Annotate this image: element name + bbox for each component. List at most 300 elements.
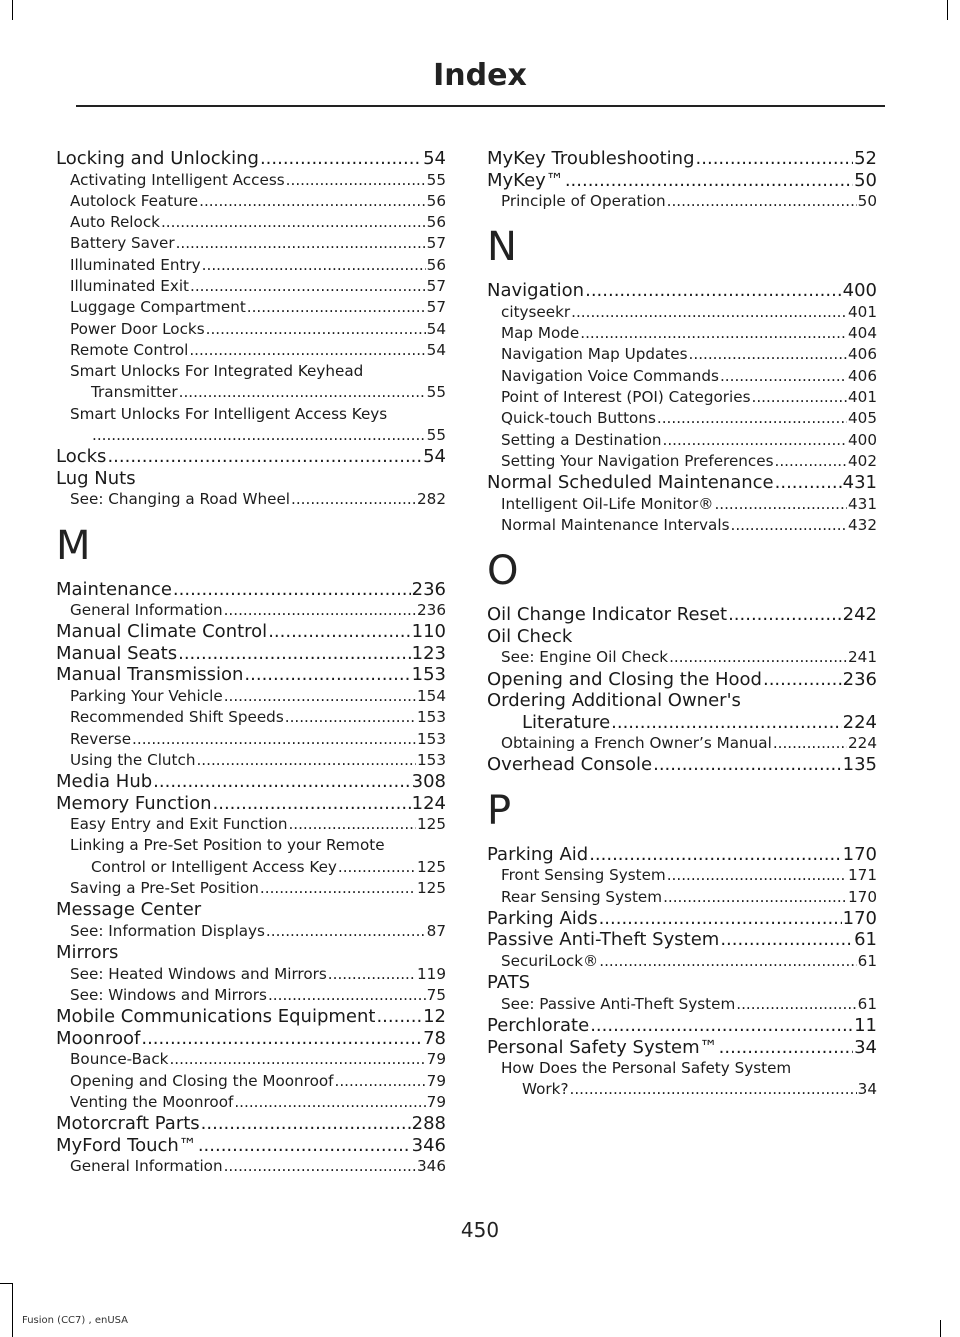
index-entry[interactable]	[487, 1037, 877, 1059]
entry-page-number[interactable]: 79	[426, 1071, 446, 1090]
entry-label: See: Changing a Road Wheel	[70, 490, 291, 509]
entry-label: Luggage Compartment	[70, 298, 246, 317]
index-entry[interactable]	[487, 908, 877, 930]
dot-leader	[141, 1028, 422, 1050]
entry-page-number[interactable]: 170	[848, 887, 877, 906]
entry-label: SecuriLock®	[501, 951, 599, 970]
dot-leader	[260, 148, 422, 170]
entry-label: Manual Climate Control	[56, 621, 268, 643]
entry-page-number[interactable]: 79	[426, 1092, 446, 1111]
index-entry[interactable]	[56, 446, 446, 468]
dot-leader	[189, 340, 425, 361]
entry-page-number[interactable]: 431	[842, 472, 877, 494]
entry-label: Literature	[522, 711, 611, 733]
dot-leader	[775, 472, 842, 494]
dot-leader	[178, 643, 411, 665]
dot-leader	[201, 1113, 411, 1135]
index-subentry[interactable]	[56, 191, 446, 212]
section-letter: M	[56, 522, 91, 569]
entry-label: General Information	[70, 601, 223, 620]
index-subentry[interactable]	[487, 887, 877, 908]
index-subentry[interactable]	[56, 1071, 446, 1092]
entry-label: cityseekr	[501, 302, 571, 321]
entry-page-number[interactable]: 56	[426, 213, 446, 232]
entry-label: Motorcraft Parts	[56, 1113, 200, 1135]
dot-leader	[213, 793, 411, 815]
entry-label: Setting a Destination	[501, 430, 662, 449]
index-subentry[interactable]	[56, 255, 446, 276]
entry-page-number[interactable]: 50	[857, 192, 877, 210]
index-subentry-continued[interactable]	[56, 857, 446, 878]
dot-leader	[286, 170, 426, 191]
dot-leader	[198, 1135, 411, 1157]
index-entry[interactable]	[487, 148, 877, 170]
entry-page-number[interactable]: 224	[842, 711, 877, 733]
entry-page-number[interactable]: 119	[417, 964, 446, 983]
entry-label: Mobile Communications Equipment	[56, 1006, 376, 1028]
entry-label: Moonroof	[56, 1027, 141, 1049]
entry-page-number[interactable]: 55	[426, 170, 446, 189]
entry-label: Navigation	[487, 280, 585, 302]
entry-page-number[interactable]: 153	[417, 729, 446, 748]
index-entry[interactable]	[487, 929, 877, 951]
section-letter: O	[487, 548, 519, 595]
entry-label: See: Engine Oil Check	[501, 648, 669, 667]
entry-page-number[interactable]: 242	[842, 604, 877, 626]
entry-label: Recommended Shift Speeds	[70, 708, 284, 727]
entry-label: Media Hub	[56, 771, 153, 793]
entry-label: Principle of Operation	[501, 192, 666, 210]
dot-leader	[719, 1037, 853, 1059]
dot-leader	[173, 579, 411, 601]
dot-leader	[260, 878, 416, 899]
entry-page-number[interactable]: 56	[426, 191, 446, 210]
index-entry[interactable]	[56, 579, 446, 601]
index-subentry[interactable]	[487, 994, 877, 1015]
index-heading: Lug Nuts	[56, 467, 136, 489]
index-subentry[interactable]	[56, 964, 446, 985]
dot-leader	[590, 1015, 853, 1037]
entry-label: Opening and Closing the Moonroof	[70, 1071, 334, 1090]
dot-leader	[571, 302, 847, 323]
index-subentry[interactable]	[487, 387, 877, 408]
dot-leader	[153, 771, 410, 793]
entry-label: Battery Saver	[70, 234, 175, 253]
dot-leader	[728, 604, 842, 626]
entry-page-number[interactable]: 54	[426, 319, 446, 338]
document-info: Fusion (CC7) , enUSA	[22, 1315, 129, 1326]
entry-label: Remote Control	[70, 340, 189, 359]
entry-label: Intelligent Oil-Life Monitor®	[501, 494, 714, 513]
entry-label: Normal Maintenance Intervals	[501, 515, 730, 534]
entry-page-number[interactable]: 75	[426, 985, 446, 1004]
index-subentry-line: How Does the Personal Safety System	[501, 1059, 792, 1078]
entry-label: Work?	[522, 1080, 569, 1099]
entry-label: Bounce-Back	[70, 1050, 169, 1069]
dot-leader	[599, 908, 842, 930]
dot-leader	[176, 233, 426, 254]
entry-label: Rear Sensing System	[501, 887, 663, 906]
entry-page-number[interactable]: 54	[426, 340, 446, 359]
crop-mark-bottom-right-v	[940, 1320, 941, 1337]
index-subentry[interactable]	[487, 344, 877, 365]
entry-label: Navigation Map Updates	[501, 345, 688, 364]
entry-page-number[interactable]: 125	[417, 815, 446, 834]
index-entry[interactable]	[487, 170, 877, 192]
entry-page-number[interactable]: 308	[411, 771, 446, 793]
entry-label: Illuminated Entry	[70, 255, 201, 274]
entry-page-number[interactable]: 54	[423, 148, 446, 169]
dot-leader	[585, 280, 842, 302]
crop-mark-bottom-left-v	[12, 1283, 13, 1337]
entry-page-number[interactable]: 402	[848, 451, 877, 470]
index-heading: PATS	[487, 972, 531, 994]
index-entry-line: Ordering Additional Owner's	[487, 690, 741, 712]
index-subentry[interactable]	[487, 647, 877, 668]
index-subentry[interactable]	[56, 921, 446, 942]
entry-page-number[interactable]: 11	[854, 1015, 877, 1037]
entry-page-number[interactable]: 57	[426, 298, 446, 317]
entry-label: Perchlorate	[487, 1015, 590, 1037]
page-title: Index	[433, 58, 527, 93]
index-subentry[interactable]	[487, 408, 877, 429]
crop-mark-top-right-v	[947, 0, 948, 20]
entry-label: General Information	[70, 1157, 223, 1176]
index-subentry[interactable]	[56, 489, 446, 510]
entry-page-number[interactable]: 224	[848, 734, 877, 753]
index-subentry[interactable]	[487, 191, 877, 212]
entry-page-number[interactable]: 61	[854, 929, 877, 951]
index-entry[interactable]	[56, 664, 446, 686]
index-subentry-continued[interactable]	[56, 382, 446, 403]
dot-leader	[731, 515, 848, 536]
entry-page-number[interactable]: 400	[848, 430, 877, 449]
dot-leader	[570, 1079, 857, 1100]
dot-leader	[338, 857, 416, 878]
dot-leader	[224, 600, 416, 621]
index-subentry[interactable]	[56, 340, 446, 361]
entry-page-number[interactable]: 154	[417, 686, 446, 705]
entry-label: Oil Change Indicator Reset	[487, 604, 728, 626]
entry-label: See: Passive Anti-Theft System	[501, 994, 736, 1013]
dot-leader	[268, 621, 410, 643]
index-subentry[interactable]	[56, 878, 446, 899]
index-entry[interactable]	[487, 1015, 877, 1037]
dot-leader	[611, 712, 842, 734]
entry-page-number[interactable]: 432	[848, 515, 877, 534]
entry-page-number[interactable]: 135	[842, 754, 877, 776]
section-letter: N	[487, 224, 517, 271]
entry-page-number[interactable]: 55	[426, 426, 446, 445]
dot-leader	[667, 191, 857, 212]
entry-page-number[interactable]: 61	[857, 951, 877, 970]
entry-page-number[interactable]: 288	[411, 1113, 446, 1135]
index-subentry[interactable]	[56, 1049, 446, 1070]
entry-page-number[interactable]: 170	[842, 843, 877, 865]
entry-label: Activating Intelligent Access	[70, 170, 285, 189]
dot-leader	[669, 647, 847, 668]
entry-label: Power Door Locks	[70, 319, 205, 338]
entry-page-number[interactable]: 55	[426, 383, 446, 402]
entry-label: Using the Clutch	[70, 750, 196, 769]
section-letter: P	[487, 787, 512, 834]
index-entry[interactable]	[56, 148, 446, 170]
entry-page-number[interactable]: 125	[417, 879, 446, 898]
dot-leader	[580, 323, 847, 344]
entry-page-number[interactable]: 123	[411, 642, 446, 664]
entry-page-number[interactable]: 52	[854, 148, 877, 169]
entry-label: Venting the Moonroof	[70, 1092, 234, 1111]
index-entry[interactable]	[56, 1135, 446, 1157]
dot-leader	[190, 276, 426, 297]
index-subentry-continued[interactable]	[56, 425, 446, 446]
dot-leader	[291, 489, 416, 510]
dot-leader	[599, 951, 856, 972]
entry-page-number[interactable]: 79	[426, 1050, 446, 1069]
entry-label: Saving a Pre-Set Position	[70, 879, 259, 898]
dot-leader	[288, 814, 416, 835]
index-subentry[interactable]	[487, 430, 877, 451]
index-entry[interactable]	[487, 604, 877, 626]
entry-page-number[interactable]: 171	[848, 866, 877, 885]
index-subentry[interactable]	[487, 302, 877, 323]
entry-label: Auto Relock	[70, 213, 160, 232]
entry-page-number[interactable]: 406	[848, 345, 877, 364]
crop-mark-top-left-v	[12, 0, 13, 20]
entry-page-number[interactable]: 404	[848, 324, 877, 343]
index-subentry[interactable]	[56, 1092, 446, 1113]
dot-leader	[132, 729, 416, 750]
index-entry[interactable]	[487, 472, 877, 494]
entry-label: Memory Function	[56, 792, 212, 814]
index-subentry[interactable]	[56, 750, 446, 771]
entry-page-number[interactable]: 153	[411, 664, 446, 686]
entry-label: Parking Your Vehicle	[70, 686, 223, 705]
dot-leader	[268, 985, 426, 1006]
entry-page-number[interactable]: 12	[423, 1006, 446, 1028]
dot-leader	[689, 344, 847, 365]
dot-leader	[663, 430, 848, 451]
index-subentry[interactable]	[56, 985, 446, 1006]
dot-leader	[565, 170, 853, 192]
entry-page-number[interactable]: 153	[417, 750, 446, 769]
entry-label: Control or Intelligent Access Key	[91, 857, 337, 876]
entry-label: Obtaining a French Owner’s Manual	[501, 734, 772, 753]
dot-leader	[224, 1156, 416, 1177]
entry-page-number[interactable]: 170	[842, 907, 877, 929]
dot-leader	[720, 366, 847, 387]
dot-leader	[107, 446, 422, 468]
dot-leader	[244, 664, 410, 686]
dot-leader	[589, 844, 841, 866]
dot-leader	[663, 887, 847, 908]
entry-page-number[interactable]: 346	[411, 1134, 446, 1156]
entry-label: Front Sensing System	[501, 866, 666, 885]
entry-page-number[interactable]: 236	[411, 578, 446, 600]
entry-label: Normal Scheduled Maintenance	[487, 472, 774, 494]
entry-page-number[interactable]: 431	[848, 494, 877, 513]
index-subentry[interactable]	[487, 494, 877, 515]
entry-page-number[interactable]: 56	[426, 255, 446, 274]
entry-label: Parking Aid	[487, 843, 589, 865]
entry-page-number[interactable]: 241	[848, 648, 877, 667]
entry-label: Opening and Closing the Hood	[487, 668, 762, 690]
index-entry[interactable]	[487, 669, 877, 691]
dot-leader	[775, 451, 847, 472]
index-entry[interactable]	[56, 771, 446, 793]
index-entry[interactable]	[56, 1113, 446, 1135]
entry-label: Quick-touch Buttons	[501, 409, 656, 428]
dot-leader	[657, 408, 847, 429]
entry-label: See: Windows and Mirrors	[70, 985, 267, 1004]
dot-leader	[667, 865, 847, 886]
entry-page-number[interactable]: 405	[848, 409, 877, 428]
dot-leader	[266, 921, 426, 942]
entry-label: Maintenance	[56, 578, 172, 600]
entry-label: MyFord Touch™	[56, 1134, 197, 1156]
entry-page-number[interactable]: 346	[417, 1157, 446, 1176]
dot-leader	[224, 686, 416, 707]
entry-label: Illuminated Exit	[70, 276, 190, 295]
entry-page-number[interactable]: 406	[848, 366, 877, 385]
entry-page-number[interactable]: 57	[426, 234, 446, 253]
index-column-left	[56, 148, 446, 1177]
dot-leader	[763, 669, 842, 691]
index-entry-continued[interactable]	[487, 712, 877, 734]
index-subentry[interactable]	[487, 323, 877, 344]
entry-page-number[interactable]: 61	[857, 994, 877, 1013]
dot-leader	[161, 212, 426, 233]
entry-label: Locking and Unlocking	[56, 148, 259, 169]
index-entry[interactable]	[56, 643, 446, 665]
index-subentry[interactable]	[56, 686, 446, 707]
dot-leader	[773, 733, 847, 754]
header-divider	[76, 105, 885, 107]
index-subentry[interactable]	[56, 729, 446, 750]
index-entry[interactable]	[487, 754, 877, 776]
index-subentry[interactable]	[56, 1156, 446, 1177]
dot-leader	[234, 1092, 425, 1113]
index-subentry[interactable]	[56, 297, 446, 318]
entry-page-number[interactable]: 50	[854, 169, 877, 191]
index-entry[interactable]	[56, 1006, 446, 1028]
entry-label: See: Heated Windows and Mirrors	[70, 964, 327, 983]
index-subentry-line: Smart Unlocks For Intelligent Access Keys	[70, 404, 388, 423]
dot-leader	[202, 255, 426, 276]
entry-page-number[interactable]: 110	[411, 621, 446, 643]
index-subentry[interactable]	[56, 600, 446, 621]
index-subentry[interactable]	[56, 319, 446, 340]
entry-page-number[interactable]: 236	[417, 601, 446, 620]
index-subentry[interactable]	[56, 707, 446, 728]
index-heading: Message Center	[56, 899, 202, 921]
index-subentry[interactable]	[487, 733, 877, 754]
index-subentry[interactable]	[56, 814, 446, 835]
index-entry[interactable]	[56, 793, 446, 815]
dot-leader	[696, 148, 854, 170]
entry-label: Passive Anti-Theft System	[487, 929, 720, 951]
entry-label: MyKey™	[487, 169, 564, 191]
dot-leader	[720, 929, 853, 951]
dot-leader	[196, 750, 416, 771]
index-heading: Oil Check	[487, 625, 573, 647]
entry-label: Point of Interest (POI) Categories	[501, 387, 751, 406]
entry-page-number[interactable]: 236	[842, 668, 877, 690]
dot-leader	[199, 191, 426, 212]
entry-page-number[interactable]: 54	[423, 446, 446, 468]
index-subentry-line: Smart Unlocks For Integrated Keyhead	[70, 362, 364, 381]
entry-label: Navigation Voice Commands	[501, 366, 719, 385]
entry-page-number[interactable]: 282	[417, 490, 446, 509]
dot-leader	[335, 1071, 426, 1092]
index-subentry[interactable]	[487, 366, 877, 387]
entry-page-number[interactable]: 87	[426, 921, 446, 940]
entry-label: Manual Transmission	[56, 664, 244, 686]
entry-page-number[interactable]: 401	[848, 302, 877, 321]
entry-label: Parking Aids	[487, 907, 598, 929]
entry-label: Easy Entry and Exit Function	[70, 815, 288, 834]
entry-label: Autolock Feature	[70, 191, 199, 210]
dot-leader	[653, 754, 842, 776]
dot-leader	[376, 1006, 422, 1028]
page-number: 450	[460, 1218, 500, 1242]
index-entry[interactable]	[56, 621, 446, 643]
entry-label: Manual Seats	[56, 642, 178, 664]
index-heading: Mirrors	[56, 942, 119, 964]
index-subentry[interactable]	[56, 212, 446, 233]
entry-page-number[interactable]: 78	[423, 1027, 446, 1049]
entry-label: Reverse	[70, 729, 132, 748]
index-subentry[interactable]	[487, 951, 877, 972]
dot-leader	[247, 297, 426, 318]
entry-page-number[interactable]: 34	[857, 1080, 877, 1099]
entry-page-number[interactable]: 57	[426, 276, 446, 295]
index-subentry-line: Linking a Pre-Set Position to your Remote	[70, 836, 385, 855]
index-subentry[interactable]	[487, 865, 877, 886]
index-entry[interactable]	[487, 280, 877, 302]
dot-leader	[736, 994, 856, 1015]
dot-leader	[285, 707, 416, 728]
index-subentry-continued[interactable]	[487, 1079, 877, 1100]
entry-page-number[interactable]: 124	[411, 792, 446, 814]
index-entry[interactable]	[487, 844, 877, 866]
entry-label: Personal Safety System™	[487, 1036, 718, 1058]
dot-leader	[92, 425, 426, 446]
entry-page-number[interactable]: 401	[848, 387, 877, 406]
index-subentry[interactable]	[487, 515, 877, 536]
dot-leader	[169, 1049, 425, 1070]
entry-label: Locks	[56, 446, 107, 468]
dot-leader	[179, 382, 426, 403]
crop-mark-bottom-left-h	[0, 1283, 13, 1284]
index-subentry[interactable]	[56, 276, 446, 297]
entry-page-number[interactable]: 400	[842, 280, 877, 302]
index-subentry[interactable]	[487, 451, 877, 472]
entry-label: Map Mode	[501, 324, 580, 343]
entry-label: Setting Your Navigation Preferences	[501, 451, 774, 470]
entry-label: See: Information Displays	[70, 921, 265, 940]
index-subentry[interactable]	[56, 170, 446, 191]
entry-label: Overhead Console	[487, 754, 653, 776]
entry-label: MyKey Troubleshooting	[487, 148, 695, 169]
entry-page-number[interactable]: 125	[417, 857, 446, 876]
index-entry[interactable]	[56, 1028, 446, 1050]
entry-page-number[interactable]: 153	[417, 708, 446, 727]
dot-leader	[206, 319, 426, 340]
index-column-right	[487, 148, 877, 1101]
index-subentry[interactable]	[56, 233, 446, 254]
entry-page-number[interactable]: 34	[854, 1036, 877, 1058]
